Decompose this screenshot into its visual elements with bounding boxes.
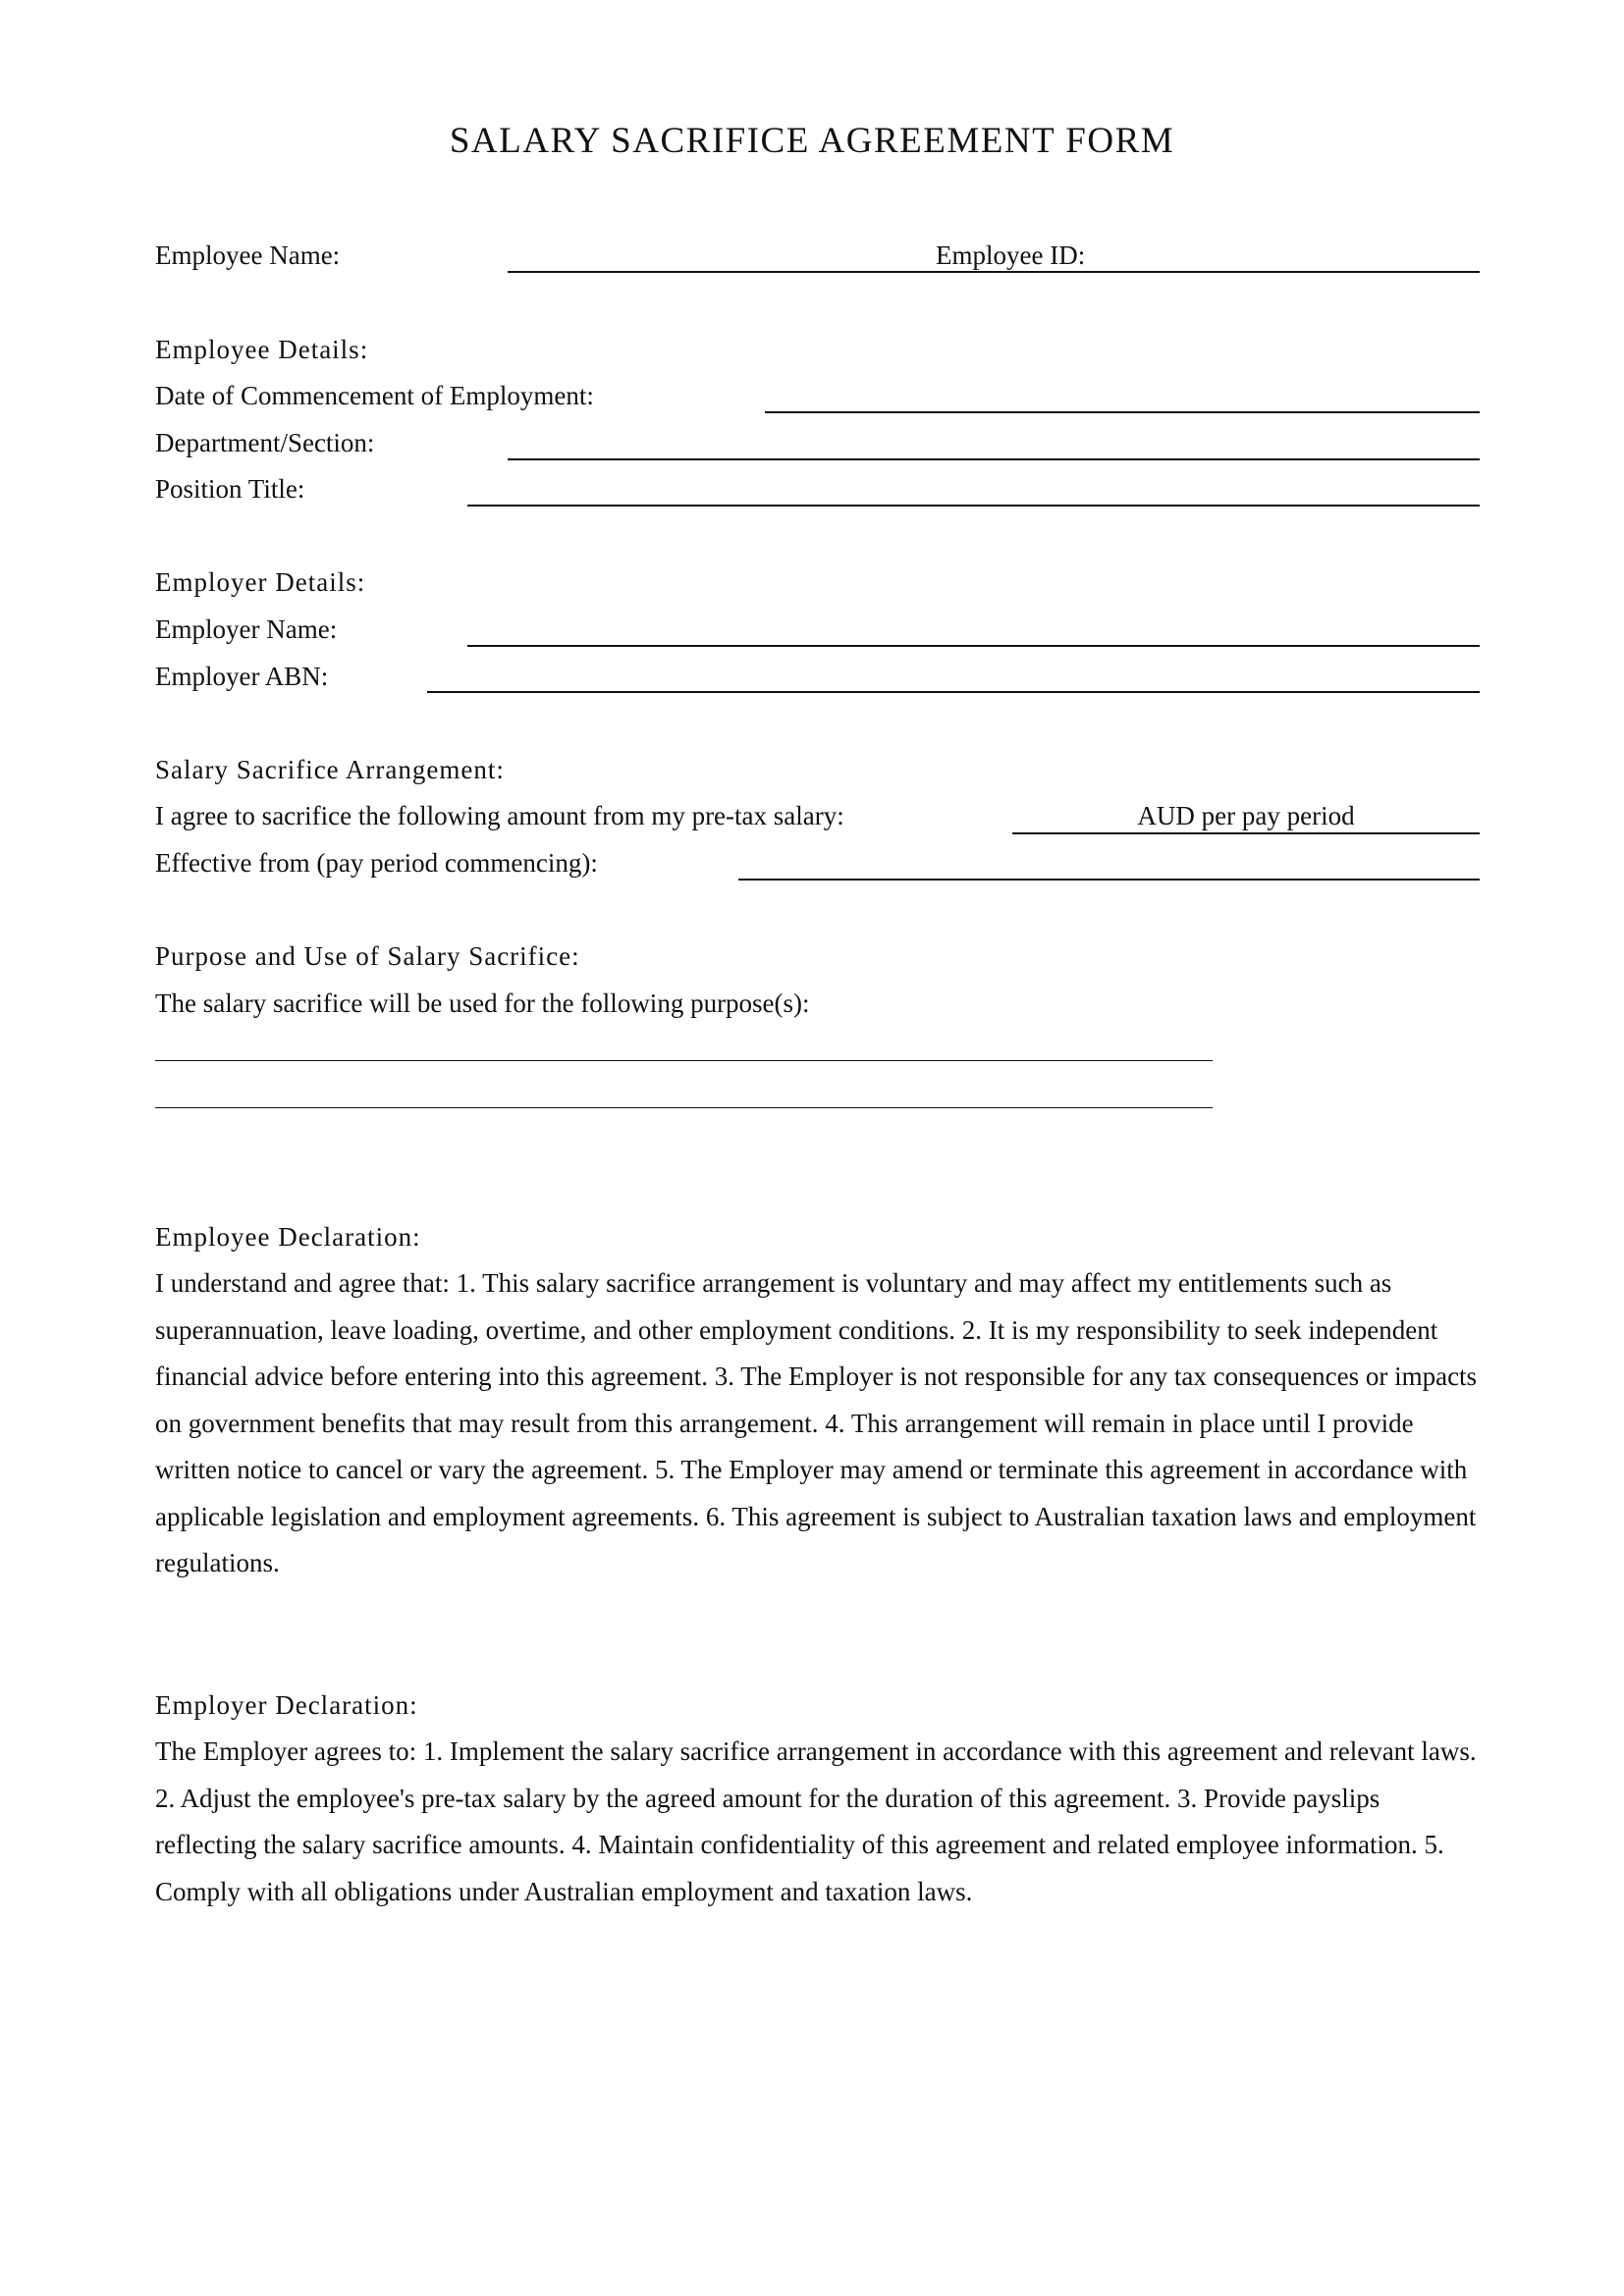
employee-declaration-heading: Employee Declaration: <box>155 1222 421 1252</box>
department-field[interactable] <box>508 458 1480 460</box>
employer-details-heading: Employer Details: <box>155 567 366 597</box>
sacrifice-amount-label: I agree to sacrifice the following amount from my pre-tax salary: <box>155 801 844 830</box>
commencement-label: Date of Commencement of Employment: <box>155 381 594 410</box>
arrangement-heading: Salary Sacrifice Arrangement: <box>155 755 505 784</box>
commencement-field[interactable] <box>765 411 1480 413</box>
department-label: Department/Section: <box>155 428 375 457</box>
employer-name-field[interactable] <box>467 645 1480 647</box>
sacrifice-amount-field[interactable] <box>1012 832 1480 834</box>
employee-declaration-text: I understand and agree that: 1. This salary sacrifice arrangement is voluntary and may affect my entitlements such as superannuation, leave loading, overtime, and other employment conditions. 2. It is my responsibility to seek independent financial advice before entering into this agreement. 3. The Employer is not responsible for any tax consequences or impacts on government benefits that may result from this arrangement. 4. This arrangement will remain in place until I provide written notice to cancel or vary the agreement. 5. The Employer may amend or terminate this agreement in accordance with applicable legislation and employment agreements. 6. This agreement is subject to Australian taxation laws and employment regulations. <box>155 1268 1478 1577</box>
employer-declaration-heading: Employer Declaration: <box>155 1690 418 1720</box>
position-title-label: Position Title: <box>155 474 305 504</box>
purpose-line-1[interactable] <box>155 1060 1213 1061</box>
purpose-intro: The salary sacrifice will be used for the following purpose(s): <box>155 988 810 1018</box>
employer-declaration-text: The Employer agrees to: 1. Implement the salary sacrifice arrangement in accordance with this agreement and relevant laws. 2. Adjust the employee's pre-tax salary by the agreed amount for the duration of this agreement. 3. Provide payslips reflecting the salary sacrifice amounts. 4. Maintain confidentiality of this agreement and related employee information. 5. Comply with all obligations under Australian employment and taxation laws. <box>155 1736 1477 1906</box>
purpose-heading: Purpose and Use of Salary Sacrifice: <box>155 941 580 971</box>
employee-name-field[interactable] <box>508 271 1480 273</box>
employee-id-label: Employee ID: <box>936 240 1086 270</box>
form-title: SALARY SACRIFICE AGREEMENT FORM <box>449 121 1175 161</box>
employer-abn-field[interactable] <box>427 691 1480 693</box>
amount-unit-label: AUD per pay period <box>1137 801 1355 830</box>
effective-from-field[interactable] <box>738 879 1480 881</box>
employer-name-label: Employer Name: <box>155 614 338 644</box>
purpose-line-2[interactable] <box>155 1107 1213 1108</box>
employee-details-heading: Employee Details: <box>155 335 369 364</box>
employee-name-label: Employee Name: <box>155 240 341 270</box>
employer-abn-label: Employer ABN: <box>155 662 329 691</box>
position-title-field[interactable] <box>467 505 1480 507</box>
effective-from-label: Effective from (pay period commencing): <box>155 848 598 878</box>
